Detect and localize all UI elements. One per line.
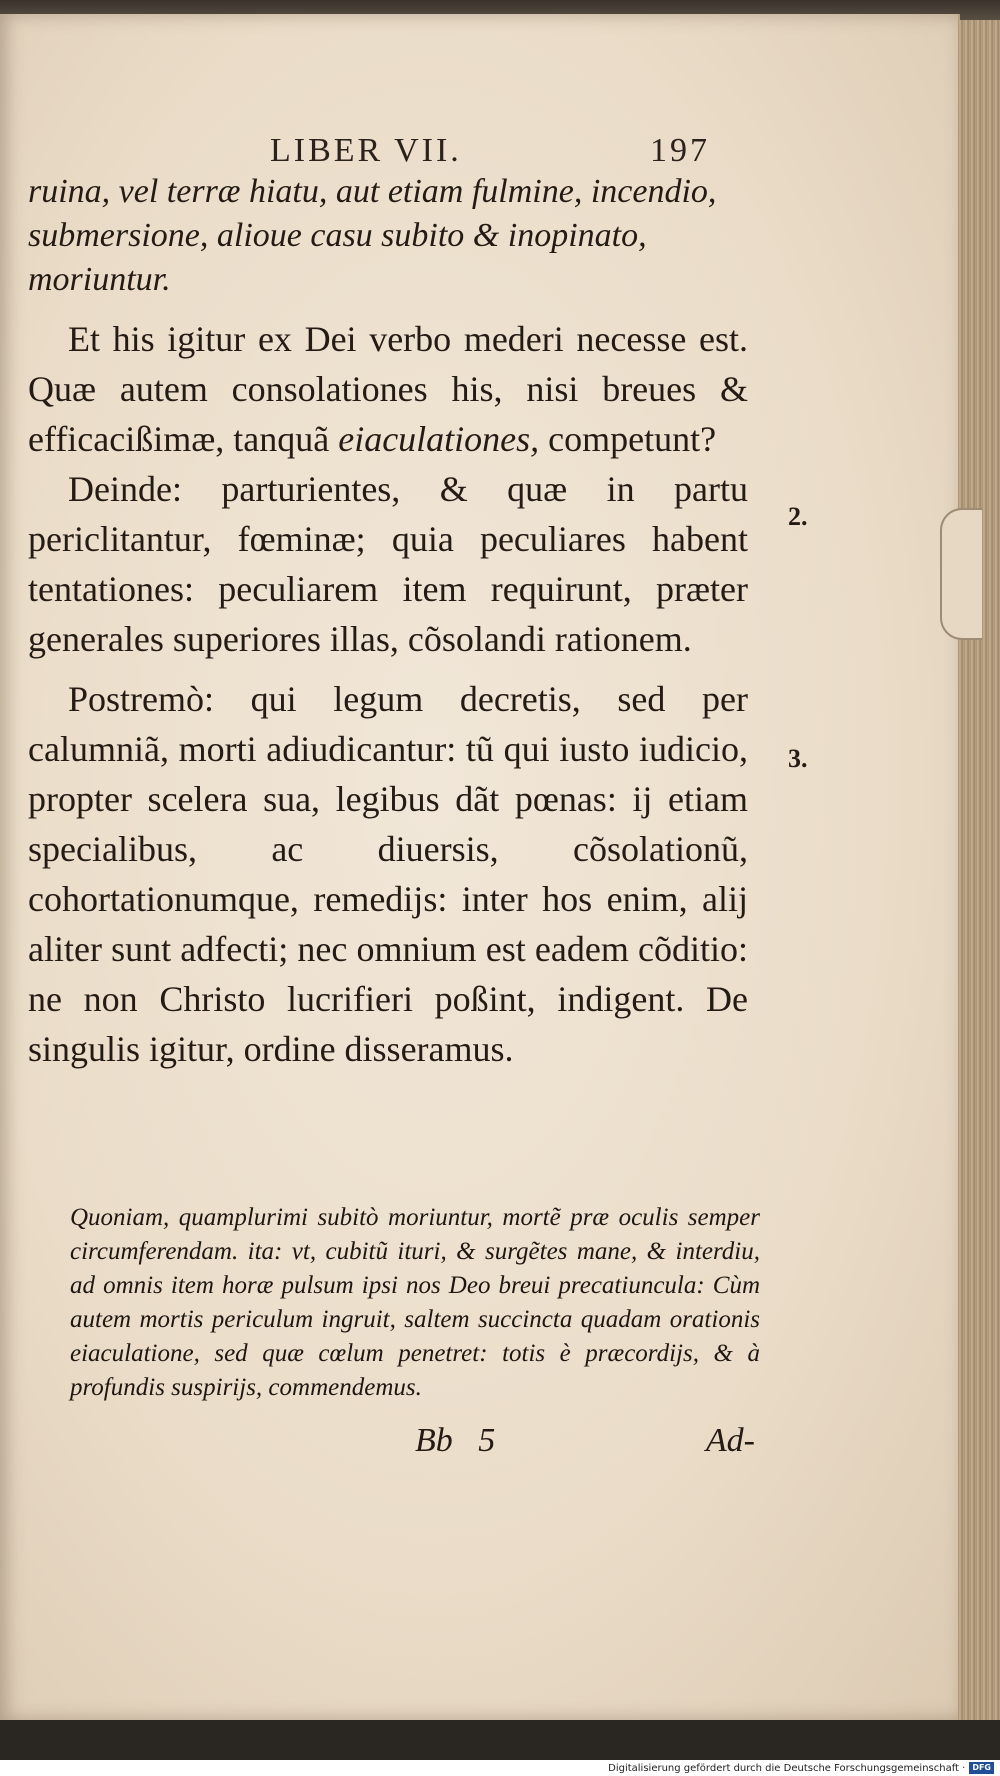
running-head-title: LIBER VII. xyxy=(270,132,462,169)
signature-line xyxy=(415,1422,755,1460)
paragraph-continuation: ruina, vel terræ hiatu, aut etiam fulmine, incendio, submersione, alioue casu subito & inopinato, moriuntur. xyxy=(28,173,717,298)
page-number: 197 xyxy=(650,132,710,169)
page-tab-marker xyxy=(940,508,982,640)
paragraph-1-italic: eiaculationes, xyxy=(338,419,540,459)
paragraph-1 xyxy=(28,314,748,464)
paragraph-2: Deinde: parturientes, & quæ in partu periclitantur, fœminæ; quia peculiares habent tentationes: peculiarem item requirunt, præter generales superiores illas, cõsolandi rationem. xyxy=(28,469,748,659)
signature-letters: Bb xyxy=(415,1422,453,1459)
paragraph-1-end: competunt? xyxy=(539,419,717,459)
footer-credit-bar xyxy=(0,1760,1000,1776)
paragraph-1-text: Et his igitur ex Dei verbo mederi necesse est. Quæ autem consolationes his, nisi breues & efficacißimæ, tanquã xyxy=(28,319,748,459)
book-bottom-edge xyxy=(0,1720,1000,1760)
signature-mark xyxy=(415,1422,495,1460)
footer-credit: Digitalisierung gefördert durch die Deutsche Forschungsgemeinschaft · xyxy=(608,1762,966,1774)
book-fore-edge xyxy=(958,20,1000,1720)
marginal-note: Quoniam, quamplurimi subitò moriuntur, mortẽ præ oculis semper circumferendam. ita: vt, cubitũ ituri, & surgẽtes mane, & interdiu, ad omnis item horæ pulsum ipsi nos Deo breui precatiuncula: Cùm autem mortis periculum ingruit, saltem succincta quadam orationis eiaculatione, sed quæ cœlum penetret: totis è præcordijs, & à profundis suspirijs, commendemus. xyxy=(70,1204,760,1401)
main-text xyxy=(28,170,748,1074)
running-head xyxy=(270,132,710,170)
marginal-number-2: 2. xyxy=(788,502,808,531)
dfg-logo-icon: DFG xyxy=(969,1762,994,1774)
signature-number: 5 xyxy=(478,1422,496,1459)
page xyxy=(0,14,960,1720)
paragraph-3: Postremò: qui legum decretis, sed per calumniã, morti adiudicantur: tũ qui iusto iudicio, propter scelera sua, legibus dãt pœnas: ij etiam specialibus, ac diuersis, cõsolationũ, cohortationumque, remedijs: inter hos enim, alij aliter sunt adfecti; nec omnium est eadem cõditio: ne non Christo lucrifieri poßint, indigent. De singulis igitur, ordine disseramus. xyxy=(28,679,748,1069)
catchword: Ad- xyxy=(705,1422,755,1459)
marginal-number-3: 3. xyxy=(788,744,808,773)
